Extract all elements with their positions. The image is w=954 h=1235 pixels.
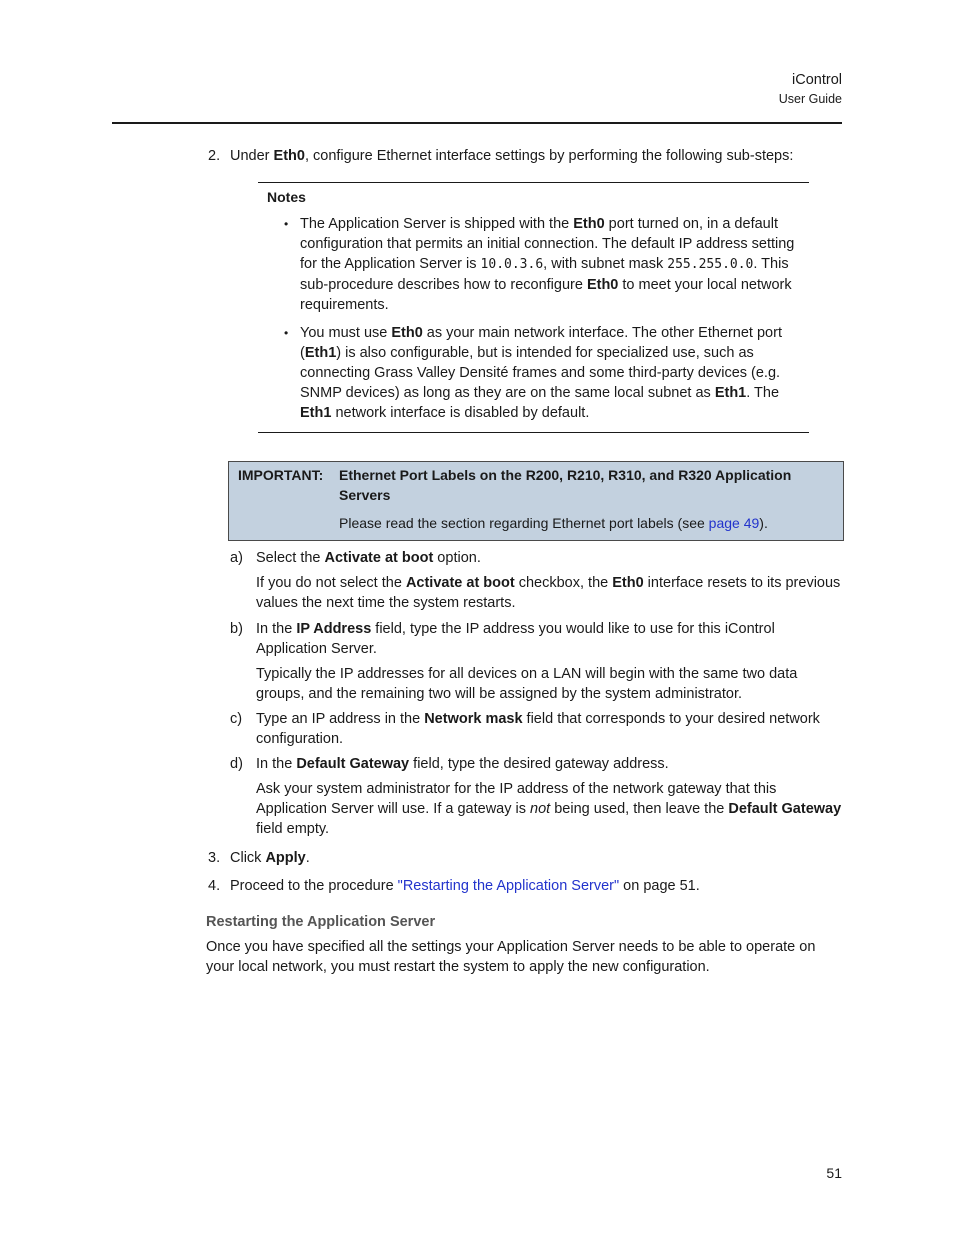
header-rule [112, 122, 842, 124]
substep-a-note: If you do not select the Activate at boot checkbox, the Eth0 interface resets to its previous values the next time the system restarts. [256, 575, 841, 611]
header-product: iControl [792, 72, 842, 88]
running-header [779, 70, 842, 108]
page-49-link[interactable]: page 49 [708, 515, 760, 531]
important-body: Please read the section regarding Ethernet port labels (see page 49). [339, 515, 768, 531]
section-body: Once you have specified all the settings your Application Server needs to be able to operate on your local network, you must restart the system to apply the new configuration. [206, 939, 816, 975]
header-guide: User Guide [778, 92, 842, 106]
substep-c-text: Type an IP address in the Network mask field that corresponds to your desired network configuration. [256, 711, 820, 747]
substep-d-note: Ask your system administrator for the IP address of the network gateway that this Application Server will use. If a gateway is not being used, then leave the Default Gateway field empty. [256, 781, 842, 837]
important-title: Ethernet Port Labels on the R200, R210, R310, and R320 Application Servers [339, 467, 792, 503]
step-4-text: Proceed to the procedure "Restarting the Application Server" on page 51. [230, 878, 700, 894]
bullet-icon: • [284, 217, 289, 231]
step-2-text: Under Eth0, configure Ethernet interface settings by performing the following sub-steps: [230, 148, 794, 164]
step-3-text: Click Apply. [230, 850, 310, 866]
notes-item-1: • The Application Server is shipped with the Eth0 port turned on, in a default configuration that permits an initial connection. The default IP address setting for the Application Server is 10.0.3.6, with subnet mask 255.255.0.0. This sub-procedure describes how to reconfigure Eth0 to meet your local network requirements. [284, 216, 795, 313]
substep-d-text: In the Default Gateway field, type the desired gateway address. [256, 756, 669, 772]
step-4-number: 4. [208, 878, 221, 894]
substep-a-letter: a) [230, 550, 243, 566]
substep-b-text: In the IP Address field, type the IP address you would like to use for this iControl Application Server. [256, 621, 775, 657]
substep-b-note: Typically the IP addresses for all devices on a LAN will begin with the same two data groups, and the remaining two will be assigned by the system administrator. [256, 666, 798, 702]
bullet-icon: • [284, 326, 289, 340]
step-2-number: 2. [208, 148, 221, 164]
important-callout [228, 461, 844, 541]
substep-d-letter: d) [230, 756, 243, 772]
restarting-link[interactable]: "Restarting the Application Server" [397, 878, 620, 894]
substep-b-letter: b) [230, 621, 243, 637]
section-heading: Restarting the Application Server [206, 914, 436, 930]
substep-a-text: Select the Activate at boot option. [256, 550, 481, 566]
important-label: IMPORTANT: [238, 467, 324, 483]
step-3-number: 3. [208, 850, 221, 866]
substep-c-letter: c) [230, 711, 243, 727]
page-number: 51 [826, 1165, 842, 1181]
notes-title: Notes [267, 189, 306, 205]
notes-item-2: • You must use Eth0 as your main network interface. The other Ethernet port (Eth1) is also configurable, but is intended for specialized use, such as connecting Grass Valley Densité frames and some third-party devices (e.g. SNMP devices) as long as they are on the same local subnet as Eth1. The Eth1 network interface is disabled by default. [284, 325, 782, 421]
notes-box [258, 182, 809, 433]
